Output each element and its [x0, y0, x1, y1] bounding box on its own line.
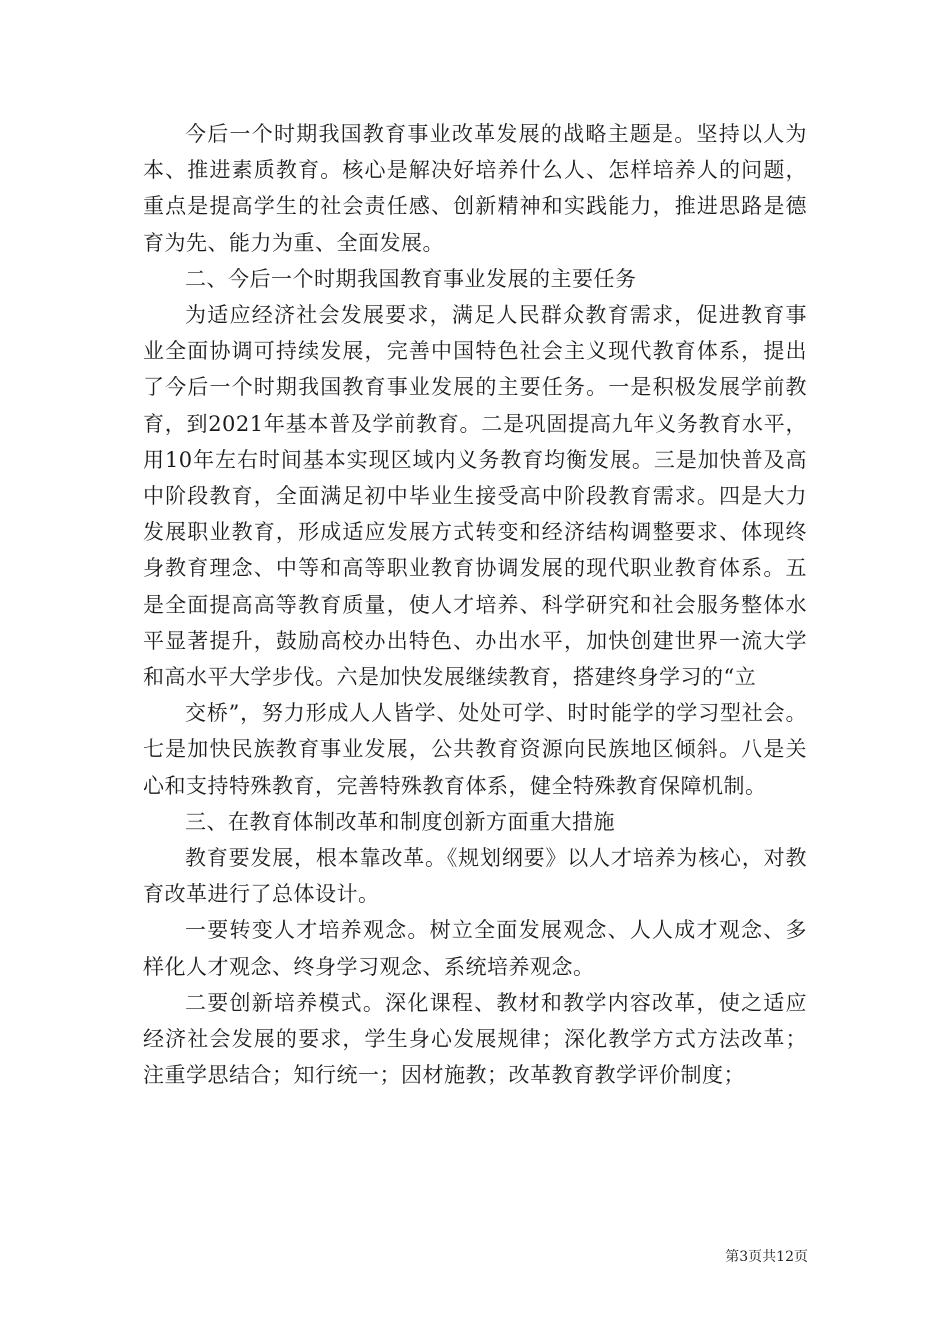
- paragraph-talent-concept: 一要转变人才培养观念。树立全面发展观念、人人成才观念、多样化人才观念、终身学习观念、系统培养观念。: [143, 918, 807, 979]
- paragraph-main-tasks: 为适应经济社会发展要求，满足人民群众教育需求，促进教育事业全面协调可持续发展，完善中国特色社会主义现代教育体系，提出了今后一个时期我国教育事业发展的主要任务。一是积极发展学前教育，到2021年基本普及学前教育。二是巩固提高九年义务教育水平，用10年左右时间基本实现区域内义务教育均衡发展。三是加快普及高中阶段教育，全面满足初中毕业生接受高中阶段教育需求。四是大力发展职业教育，形成适应发展方式转变和经济结构调整要求、体现终身教育理念、中等和高等职业教育协调发展的现代职业教育体系。五是全面提高高等教育质量，使人才培养、科学研究和社会服务整体水平显著提升，鼓励高校办出特色、办出水平，加快创建世界一流大学和高水平大学步伐。六是加快发展继续教育，搭建终身学习的“立: [143, 303, 807, 690]
- paragraph-main-tasks-continued: 交桥”，努力形成人人皆学、处处可学、时时能学的学习型社会。七是加快民族教育事业发展，公共教育资源向民族地区倾斜。八是关心和支持特殊教育，完善特殊教育体系，健全特殊教育保障机制。: [143, 701, 807, 798]
- page-number-footer: 第3页共12页: [725, 1249, 808, 1265]
- paragraph-training-model: 二要创新培养模式。深化课程、教材和教学内容改革，使之适应经济社会发展的要求，学生身心发展规律；深化教学方式方法改革；注重学思结合；知行统一；因材施教；改革教育教学评价制度；: [143, 990, 807, 1088]
- document-body: [143, 116, 807, 1093]
- section-heading-reform-measures: 三、在教育体制改革和制度创新方面重大措施: [185, 809, 615, 834]
- paragraph-strategic-theme: 今后一个时期我国教育事业改革发展的战略主题是。坚持以人为本、推进素质教育。核心是解决好培养什么人、怎样培养人的问题，重点是提高学生的社会责任感、创新精神和实践能力，推进思路是德育为先、能力为重、全面发展。: [143, 122, 807, 255]
- section-heading-main-tasks: 二、今后一个时期我国教育事业发展的主要任务: [185, 266, 637, 291]
- paragraph-reform-intro: 教育要发展，根本靠改革。《规划纲要》以人才培养为核心，对教育改革进行了总体设计。: [143, 846, 807, 907]
